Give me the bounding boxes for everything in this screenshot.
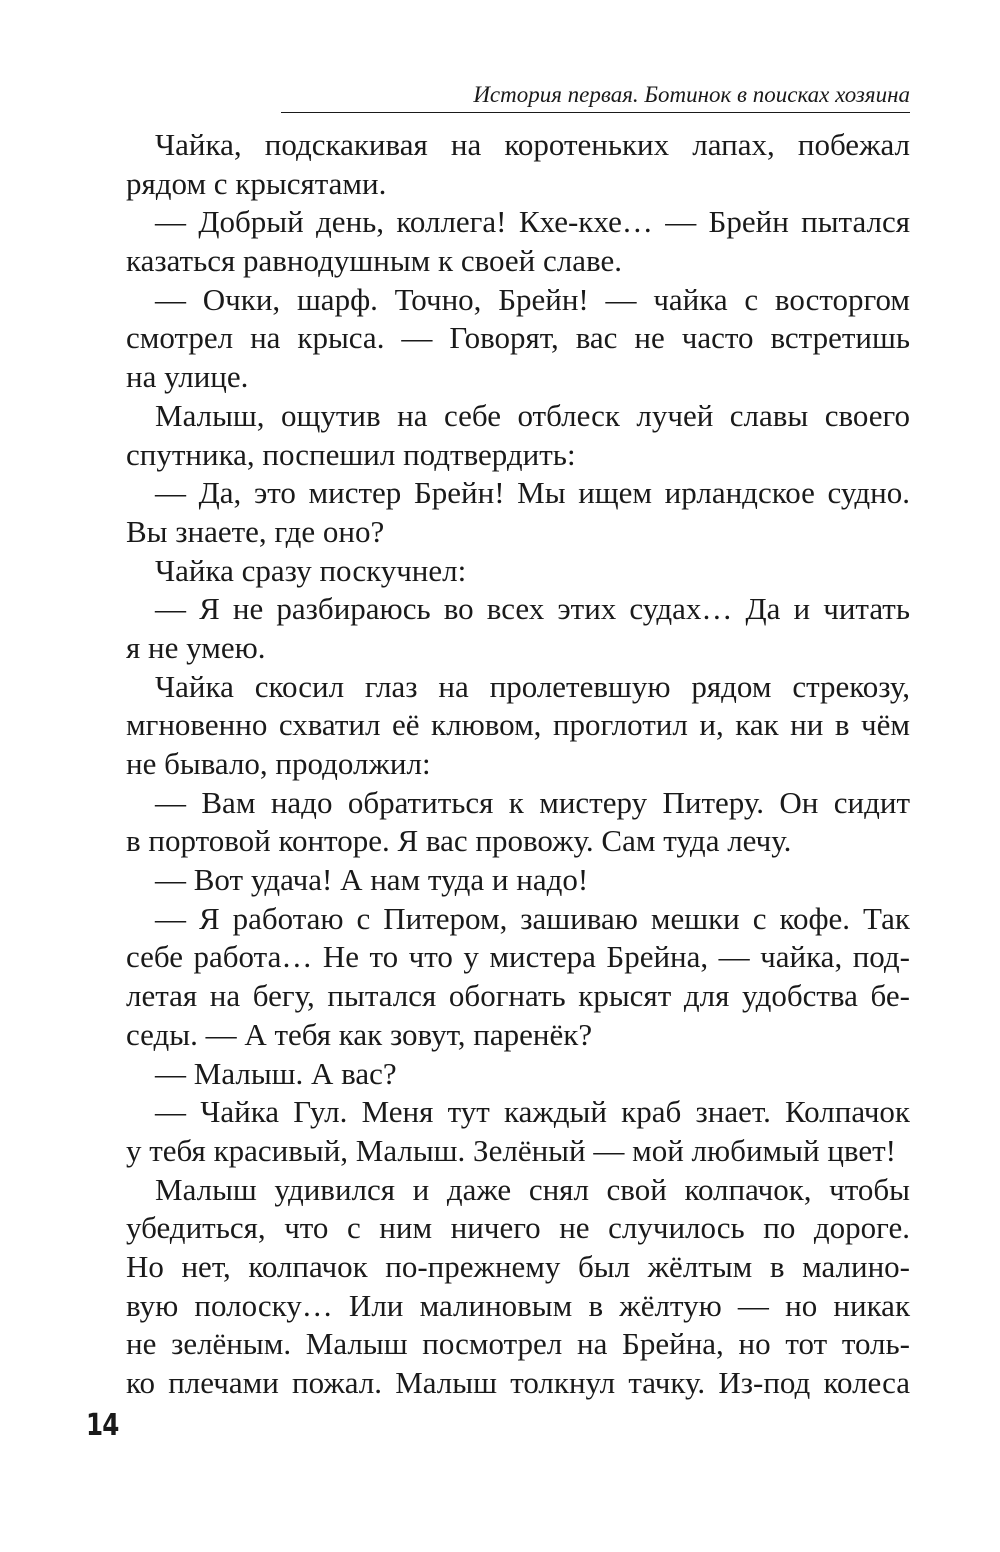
text-line: — Вам надо обратиться к мистеру Питеру. Он сидит bbox=[155, 784, 910, 820]
text-line: — Да, это мистер Брейн! Мы ищем ирландское судно. bbox=[155, 475, 910, 511]
text-line: у тебя красивый, Малыш. Зелёный — мой любимый цвет! bbox=[126, 1132, 896, 1168]
text-line: не зелёным. Малыш посмотрел на Брейна, но тот толь- bbox=[126, 1326, 910, 1362]
text-line: Малыш, ощутив на себе отблеск лучей славы своего bbox=[155, 397, 910, 433]
text-line: — Вот удача! А нам туда и надо! bbox=[155, 862, 589, 898]
text-line: — Добрый день, коллега! Кхе-кхе… — Брейн пытался bbox=[155, 204, 910, 240]
text-line: — Я работаю с Питером, зашиваю мешки с кофе. Так bbox=[155, 900, 910, 936]
text-line: смотрел на крыса. — Говорят, вас не часто встретишь bbox=[126, 320, 910, 356]
text-line: Чайка скосил глаз на пролетевшую рядом стрекозу, bbox=[155, 668, 910, 704]
text-line: себе работа… Не то что у мистера Брейна, — чайка, под- bbox=[126, 939, 910, 975]
text-line: — Малыш. А вас? bbox=[155, 1055, 397, 1091]
text-line: — Чайка Гул. Меня тут каждый краб знает. Колпачок bbox=[155, 1094, 910, 1130]
page-number: 14 bbox=[86, 1408, 119, 1443]
text-line: Малыш удивился и даже снял свой колпачок, чтобы bbox=[155, 1171, 910, 1207]
text-line: — Очки, шарф. Точно, Брейн! — чайка с восторгом bbox=[155, 281, 910, 317]
text-line: летая на бегу, пытался обогнать крысят для удобства бе- bbox=[126, 978, 910, 1014]
running-head-title: История первая. Ботинок в поисках хозяина bbox=[473, 82, 910, 107]
text-line: спутника, поспешил подтвердить: bbox=[126, 436, 576, 472]
text-line: мгновенно схватил её клювом, проглотил и, как ни в чём bbox=[126, 707, 910, 743]
text-line: Но нет, колпачок по-прежнему был жёлтым в малино- bbox=[126, 1248, 910, 1284]
text-line: в портовой конторе. Я вас провожу. Сам туда лечу. bbox=[126, 823, 792, 859]
text-line: Чайка, подскакивая на коротеньких лапах, побежал bbox=[155, 127, 910, 162]
text-line: ко плечами пожал. Малыш толкнул тачку. Из-под колеса bbox=[126, 1365, 910, 1400]
text-line: рядом с крысятами. bbox=[126, 165, 387, 201]
text-line: казаться равнодушным к своей славе. bbox=[126, 243, 622, 279]
body-text bbox=[126, 126, 910, 1403]
running-head bbox=[126, 80, 910, 113]
text-line: не бывало, продолжил: bbox=[126, 746, 431, 781]
text-line: Вы знаете, где оно? bbox=[126, 513, 385, 549]
text-line: — Я не разбираюсь во всех этих судах… Да и читать bbox=[155, 591, 910, 627]
text-line: седы. — А тебя как зовут, паренёк? bbox=[126, 1016, 593, 1052]
text-line: я не умею. bbox=[126, 629, 266, 665]
running-head-rule bbox=[281, 112, 910, 113]
text-line: Чайка сразу поскучнел: bbox=[155, 552, 467, 588]
text-line: вую полоску… Или малиновым в жёлтую — но никак bbox=[126, 1287, 910, 1323]
text-line: убедиться, что с ним ничего не случилось по дороге. bbox=[126, 1210, 910, 1246]
text-line: на улице. bbox=[126, 359, 249, 395]
